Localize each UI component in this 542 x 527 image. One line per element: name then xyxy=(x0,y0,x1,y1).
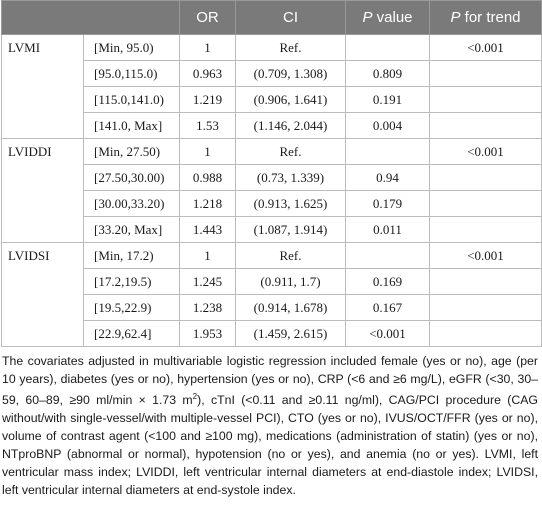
ci-cell: Ref. xyxy=(236,35,346,61)
or-cell: 1.219 xyxy=(180,87,236,113)
p-value-cell: 0.94 xyxy=(346,165,430,191)
trend-cell xyxy=(430,295,542,321)
ci-cell: (0.913, 1.625) xyxy=(236,191,346,217)
header-trend-italic: P xyxy=(450,9,461,26)
trend-cell xyxy=(430,191,542,217)
p-value-cell xyxy=(346,35,430,61)
or-cell: 1.238 xyxy=(180,295,236,321)
trend-cell: <0.001 xyxy=(430,243,542,269)
header-row xyxy=(2,1,542,35)
range-cell: [141.0, Max] xyxy=(84,113,180,139)
ci-cell: (0.914, 1.678) xyxy=(236,295,346,321)
or-cell: 1.443 xyxy=(180,217,236,243)
header-p-trend xyxy=(430,1,542,35)
header-p-italic: P xyxy=(362,9,373,26)
group-label: LVIDSI xyxy=(2,243,84,347)
or-cell: 0.988 xyxy=(180,165,236,191)
header-p-value xyxy=(346,1,430,35)
ci-cell: (1.087, 1.914) xyxy=(236,217,346,243)
range-cell: [33.20, Max] xyxy=(84,217,180,243)
trend-cell xyxy=(430,269,542,295)
or-cell: 1.245 xyxy=(180,269,236,295)
group-label: LVIDDI xyxy=(2,139,84,243)
trend-cell xyxy=(430,217,542,243)
range-cell: [27.50,30.00) xyxy=(84,165,180,191)
or-cell: 1.218 xyxy=(180,191,236,217)
footnote xyxy=(2,352,538,499)
or-cell: 1 xyxy=(180,139,236,165)
table-row xyxy=(2,243,542,269)
p-value-cell: 0.169 xyxy=(346,269,430,295)
ci-cell: (0.911, 1.7) xyxy=(236,269,346,295)
or-cell: 1.953 xyxy=(180,321,236,347)
range-cell: [19.5,22.9) xyxy=(84,295,180,321)
footnote-part1: The covariates adjusted in multivariable logistic regression included female (yes or no), age (per 10 years), diabetes (yes or no), hypertension (yes or no), CRP (<6 and ≥6 mg/L), eGFR (<30, 30–59, 60–89, ≥90 ml/min × 1.73 m xyxy=(2,354,538,408)
header-p-rest: value xyxy=(372,9,413,26)
ci-cell: (0.709, 1.308) xyxy=(236,61,346,87)
p-value-cell: 0.179 xyxy=(346,191,430,217)
trend-cell: <0.001 xyxy=(430,35,542,61)
range-cell: [115.0,141.0) xyxy=(84,87,180,113)
range-cell: [Min, 27.50) xyxy=(84,139,180,165)
or-cell: 1.53 xyxy=(180,113,236,139)
header-or: OR xyxy=(180,1,236,35)
ci-cell: (0.906, 1.641) xyxy=(236,87,346,113)
p-value-cell: 0.011 xyxy=(346,217,430,243)
ci-cell: Ref. xyxy=(236,139,346,165)
range-cell: [30.00,33.20) xyxy=(84,191,180,217)
p-value-cell xyxy=(346,139,430,165)
trend-cell xyxy=(430,165,542,191)
p-value-cell: 0.004 xyxy=(346,113,430,139)
range-cell: [17.2,19.5) xyxy=(84,269,180,295)
header-ci: CI xyxy=(236,1,346,35)
trend-cell xyxy=(430,87,542,113)
footnote-superscript: 2 xyxy=(192,392,198,401)
ci-cell: (1.146, 2.044) xyxy=(236,113,346,139)
p-value-cell: 0.167 xyxy=(346,295,430,321)
range-cell: [Min, 17.2) xyxy=(84,243,180,269)
table-row xyxy=(2,35,542,61)
ci-cell: (0.73, 1.339) xyxy=(236,165,346,191)
p-value-cell: <0.001 xyxy=(346,321,430,347)
results-table xyxy=(1,0,542,347)
trend-cell xyxy=(430,113,542,139)
header-trend-rest: for trend xyxy=(460,9,521,26)
or-cell: 0.963 xyxy=(180,61,236,87)
table-row xyxy=(2,139,542,165)
p-value-cell: 0.191 xyxy=(346,87,430,113)
trend-cell: <0.001 xyxy=(430,139,542,165)
footnote-part2: ), cTnI (<0.11 and ≥0.11 ng/ml), CAG/PCI procedure (CAG without/with single-vessel/with multiple-vessel PCI), CTO (yes or no), IVUS/OCT/FFR (yes or no), volume of contrast agent (<100 and ≥100 mg), medications (administration of statin) (yes or no), NTproBNP (abnormal or normal), hypotension (no or yes), and anemia (no or yes). LVMI, left ventricular mass index; LVIDDI, left ventricular internal diameters at end-diastole index; LVIDSI, left ventricular internal diameters at end-systole index. xyxy=(2,393,538,498)
range-cell: [Min, 95.0) xyxy=(84,35,180,61)
header-blank xyxy=(2,1,180,35)
trend-cell xyxy=(430,61,542,87)
ci-cell: Ref. xyxy=(236,243,346,269)
group-label: LVMI xyxy=(2,35,84,139)
range-cell: [95.0,115.0) xyxy=(84,61,180,87)
trend-cell xyxy=(430,321,542,347)
table-body xyxy=(2,35,542,347)
p-value-cell: 0.809 xyxy=(346,61,430,87)
range-cell: [22.9,62.4] xyxy=(84,321,180,347)
or-cell: 1 xyxy=(180,243,236,269)
or-cell: 1 xyxy=(180,35,236,61)
ci-cell: (1.459, 2.615) xyxy=(236,321,346,347)
p-value-cell xyxy=(346,243,430,269)
